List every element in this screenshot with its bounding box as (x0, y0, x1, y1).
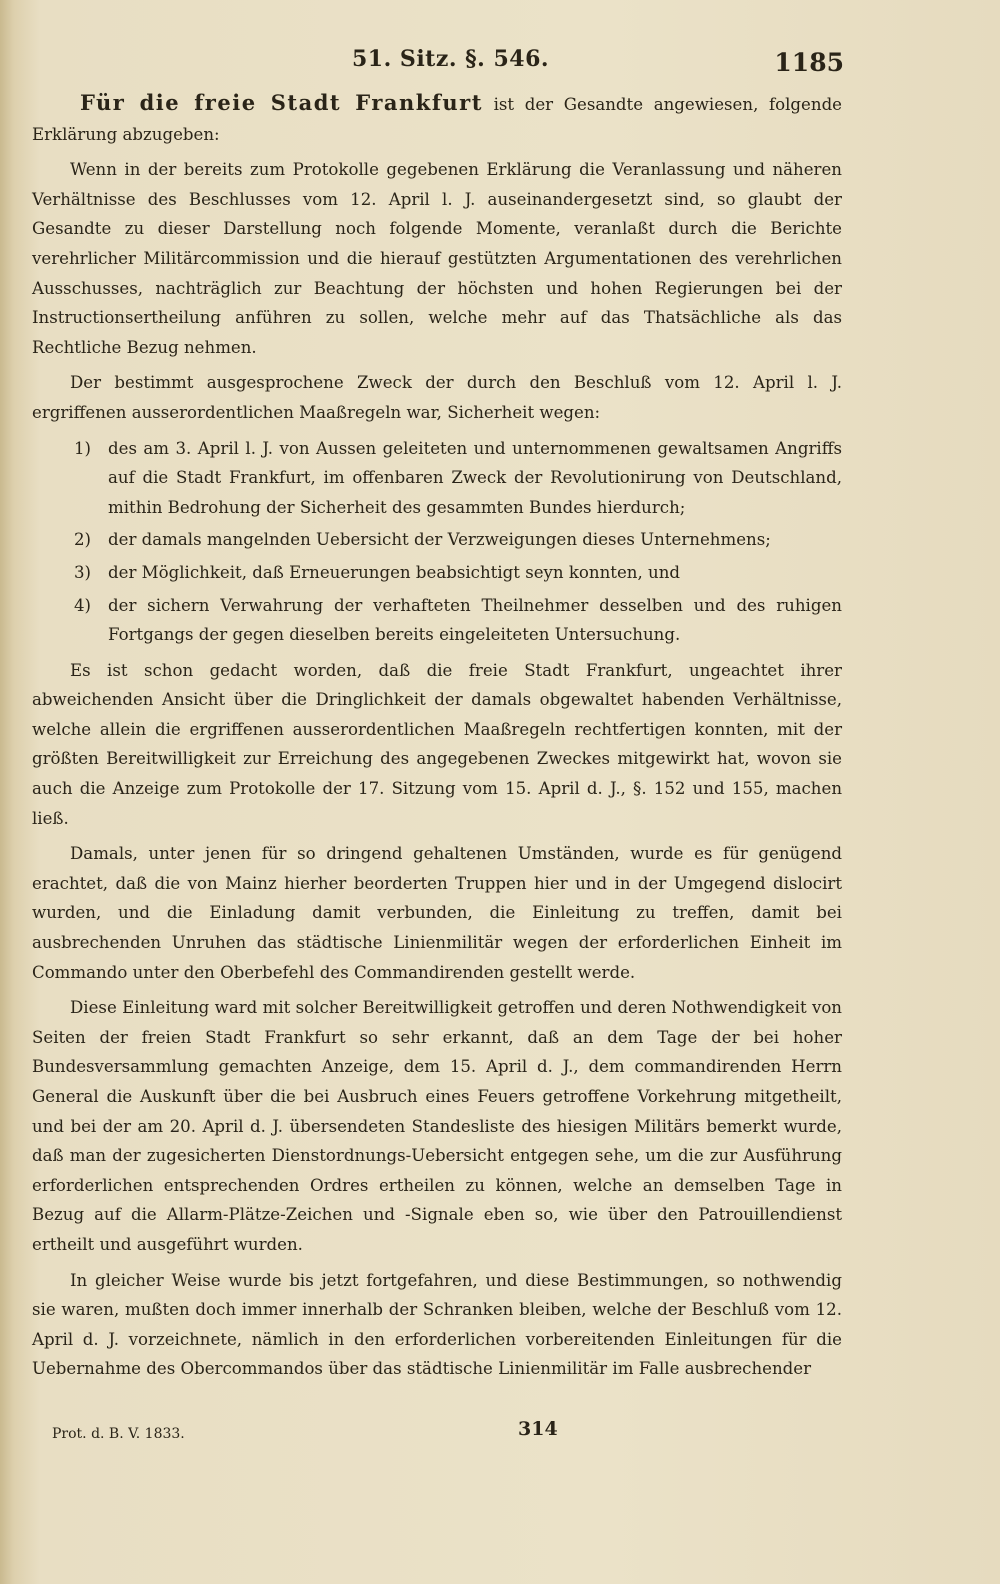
list-item-number: 3) (74, 562, 92, 582)
list-item-text: der sichern Verwahrung der verhafteten Theilnehmer desselben und des ruhigen Fortgangs der gegen dieselben bereits eingeleiteten Untersuchung. (108, 595, 842, 645)
list-item-number: 1) (74, 438, 92, 458)
running-head: 51. Sitz. §. 546. (352, 46, 550, 72)
lead-phrase: Für die freie Stadt Frankfurt (80, 90, 483, 115)
list-item-text: der damals mangelnden Uebersicht der Verzweigungen dieses Unternehmens; (108, 530, 771, 550)
list-item (32, 591, 842, 650)
intro-rest: ist der Gesandte angewiesen, folgende Erklärung abzugeben: (32, 95, 843, 144)
paragraph-2: Wenn in der bereits zum Protokolle gegebenen Erklärung die Veranlassung und näheren Verhältnisse des Beschlusses vom 12. April l. J. auseinandergesetzt sind, so glaubt der Gesandte zu dieser Darstellung noch folgende Momente, veranlaßt durch die Berichte verehrlicher Militärcommission und die hierauf gestützten Argumentationen des verehrlichen Ausschusses, nachträglich zur Beachtung der höchsten und hohen Regierungen bei der Instructionsertheilung anführen zu sollen, welche mehr auf das Thatsächliche als das Rechtliche Bezug nehmen. (32, 160, 842, 357)
list-item (32, 558, 842, 588)
list-item-number: 4) (74, 595, 92, 615)
protocol-reference: Prot. d. B. V. 1833. (52, 1426, 185, 1442)
paragraph-7: In gleicher Weise wurde bis jetzt fortgefahren, und diese Bestimmungen, so nothwendig sie waren, mußten doch immer innerhalb der Schranken bleiben, welche der Beschluß vom 12. April d. J. vorzeichnete, nämlich in den erforderlichen vorbereitenden Einleitungen für die Uebernahme des Obercommandos über das städtische Linienmilitär im Falle ausbrechender (32, 1270, 842, 1379)
paragraph-3: Der bestimmt ausgesprochene Zweck der durch den Beschluß vom 12. April l. J. ergriffenen ausserordentlichen Maaßregeln war, Sicherheit wegen: (32, 373, 842, 422)
list-item (32, 525, 842, 555)
paragraph-6: Diese Einleitung ward mit solcher Bereitwilligkeit getroffen und deren Nothwendigkeit von Seiten der freien Stadt Frankfurt so sehr erkannt, daß an dem Tage der bei hoher Bundesversammlung gemachten Anzeige, dem 15. April d. J., dem commandirenden Herrn General die Auskunft über die bei Ausbruch eines Feuers getroffene Vorkehrung mitgetheilt, und bei der am 20. April d. J. übersendeten Standesliste des hiesigen Militärs bemerkt wurde, daß man der zugesicherten Dienstordnungs-Uebersicht entgegen sehe, um die zur Ausführung erforderlichen entsprechenden Ordres ertheilen zu können, welche an demselben Tage in Bezug auf die Allarm-Plätze-Zeichen und -Signale eben so, wie über den Patrouillendienst ertheilt und ausgeführt wurden. (32, 998, 842, 1254)
list-item-text: der Möglichkeit, daß Erneuerungen beabsichtigt seyn konnten, und (108, 562, 681, 582)
list-item (32, 434, 842, 523)
page-number: 1185 (774, 48, 844, 77)
paragraph-4: Es ist schon gedacht worden, daß die freie Stadt Frankfurt, ungeachtet ihrer abweichenden Ansicht über die Dringlichkeit der damals obgewaltet habenden Verhältnisse, welche allein die ergriffenen ausserordentlichen Maaßregeln rechtfertigen konnten, mit der größten Bereitwilligkeit zur Erreichung des angegebenen Zweckes mitgewirkt hat, wovon sie auch die Anzeige zum Protokolle der 17. Sitzung vom 15. April d. J., §. 152 und 155, machen ließ. (32, 660, 842, 828)
page-header (0, 44, 1000, 80)
sheet-signature: 314 (518, 1418, 558, 1440)
list-item-number: 2) (74, 530, 92, 550)
list-item-text: des am 3. April l. J. von Aussen geleiteten und unternommenen gewaltsamen Angriffs auf die Stadt Frankfurt, im offenbaren Zweck der Revolutionirung von Deutschland, mithin Bedrohung der Sicherheit des gesammten Bundes hierdurch; (108, 438, 842, 517)
paragraph-intro (32, 88, 842, 149)
page-footer (32, 1416, 842, 1446)
reasons-list (32, 434, 842, 650)
body-text (32, 88, 842, 1390)
paragraph-5: Damals, unter jenen für so dringend gehaltenen Umständen, wurde es für genügend erachtet, daß die von Mainz hierher beorderten Truppen hier und in der Umgegend dislocirt wurden, und die Einladung damit verbunden, die Einleitung zu treffen, damit bei ausbrechenden Unruhen das städtische Linienmilitär wegen der erforderlichen Einheit im Commando unter den Oberbefehl des Commandirenden gestellt werde. (32, 844, 842, 982)
